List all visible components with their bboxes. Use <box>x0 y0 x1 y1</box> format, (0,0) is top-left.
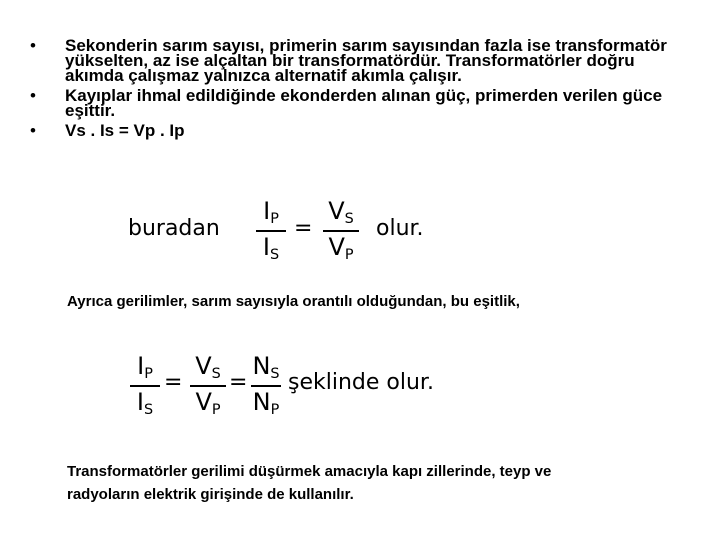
fraction-numerator: IP <box>137 352 153 382</box>
fraction-numerator: IP <box>263 197 279 227</box>
formula1-fraction-current <box>256 198 286 264</box>
bullet-text-3: Vs . Is = Vp . Ip <box>65 121 185 140</box>
bullet-marker: • <box>30 36 36 55</box>
paragraph-usage: Transformatörler gerilimi düşürmek amacıyla kapı zillerinde, teyp ve radyoların elektrik girişinde de kullanılır. <box>67 463 552 503</box>
fraction-numerator: VS <box>195 352 221 382</box>
formula1-fraction-voltage <box>323 198 359 264</box>
fraction-bar <box>130 385 160 387</box>
fraction-numerator: NS <box>252 352 280 382</box>
bullet-list <box>30 38 680 143</box>
fraction-bar <box>190 385 226 387</box>
formula1-suffix: olur. <box>376 216 424 241</box>
fraction-bar <box>323 230 359 232</box>
formula2-equals-2: = <box>229 370 248 395</box>
fraction-denominator: VP <box>328 232 354 263</box>
formula1-prefix: buradan <box>128 216 220 241</box>
formula2-suffix: şeklinde olur. <box>288 370 434 395</box>
fraction-denominator: IS <box>262 232 280 263</box>
formula2-fraction-voltage <box>190 353 226 419</box>
bullet-item-1 <box>30 38 680 83</box>
fraction-numerator: VS <box>328 197 354 227</box>
paragraph-voltage-proportional: Ayrıca gerilimler, sarım sayısıyla orantılı olduğundan, bu eşitlik, <box>67 293 520 310</box>
formula2-fraction-current <box>130 353 160 419</box>
bullet-marker: • <box>30 86 36 105</box>
bullet-text-1: Sekonderin sarım sayısı, primerin sarım sayısından fazla ise transformatör yükselten, az ise alçaltan bir transformatördür. Transformatörler doğru akımda çalışmaz yalnızca alternatif akımla çalışır. <box>65 36 667 85</box>
fraction-denominator: IS <box>136 387 154 418</box>
fraction-denominator: NP <box>252 387 280 418</box>
formula2-fraction-turns <box>251 353 281 419</box>
formula2-equals-1: = <box>164 370 183 395</box>
bullet-marker: • <box>30 121 36 140</box>
bullet-item-2 <box>30 88 680 118</box>
formula1-equals: = <box>294 216 313 241</box>
bullet-item-3 <box>30 123 680 138</box>
fraction-bar <box>256 230 286 232</box>
fraction-denominator: VP <box>195 387 221 418</box>
bullet-text-2: Kayıplar ihmal edildiğinde ekonderden alınan güç, primerden verilen güce eşittir. <box>65 86 663 120</box>
fraction-bar <box>251 385 281 387</box>
